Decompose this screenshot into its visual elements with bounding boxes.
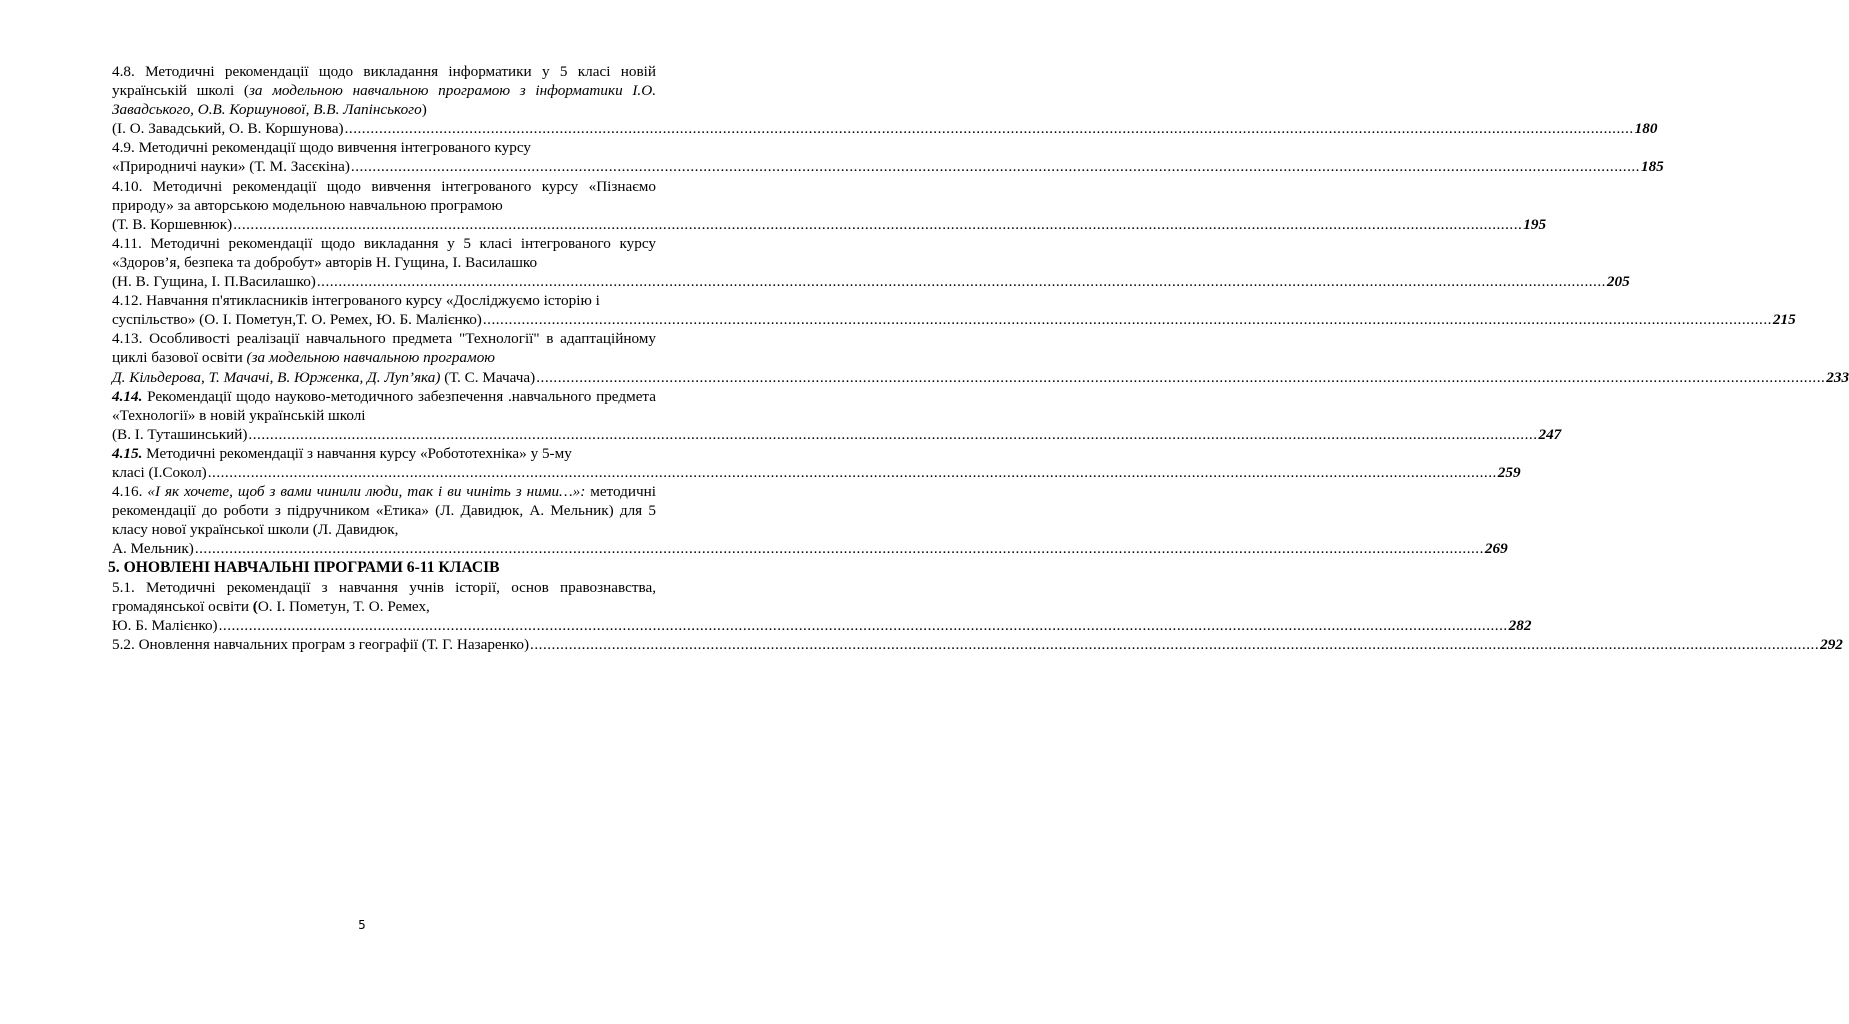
toc-entry-segment: 4.8. Методичні рекомендації щодо викладання інформатики у 5 класі новій українській школі ( <box>112 63 656 100</box>
dot-leader: ............................................................................................................................................................................................................................................................................................................ <box>350 158 1640 176</box>
toc-entry-text <box>112 482 656 539</box>
toc-entry-text <box>112 62 656 119</box>
toc-entry-segment: 4.16. <box>112 483 148 501</box>
toc-page-number: 247 <box>1538 425 1562 443</box>
toc-entry[interactable] <box>112 444 1521 482</box>
toc-entry-segment: 4.11. Методичні рекомендації щодо викладання у 5 класі інтегрованого курсу «Здоров’я, безпека та добробут» авторів Н. Гущина, І. Василашко <box>112 234 656 271</box>
toc-entry-segment: Д. Кільдерова, Т. Мачачі, В. Юрженка, Д. Луп’яка) <box>112 368 441 386</box>
toc-entry-last-line <box>112 539 1508 558</box>
toc-entry-text <box>112 234 656 272</box>
toc-entry-last-text: класі (І.Сокол) <box>112 463 207 481</box>
toc-entry-segment: методичні рекомендації до роботи з підручником «Етика» (Л. Давидюк, А. Мельник) для 5 класу нової української школи (Л. Давидюк, <box>112 483 656 539</box>
toc-entry-segment: Рекомендації щодо науково-методичного забезпечення .навчального предмета «Технології» в новій українській школі <box>112 387 656 424</box>
toc-page-number: 195 <box>1523 215 1547 233</box>
dot-leader: ............................................................................................................................................................................................................................................................................................................ <box>530 636 1820 654</box>
dot-leader: ............................................................................................................................................................................................................................................................................................................ <box>536 368 1826 386</box>
toc-entry-last-text: суспільство» (О. І. Пометун,Т. О. Ремех, Ю. Б. Малієнко) <box>112 311 482 329</box>
toc-entry-last-text: «Природничі науки» (Т. М. Засєкіна) <box>112 158 350 176</box>
toc-entry-last-text: (Н. В. Гущина, І. П.Василашко) <box>112 273 316 291</box>
toc-entry[interactable] <box>112 482 1508 558</box>
toc-entry-segment: ( <box>252 598 258 616</box>
section-heading: 5. ОНОВЛЕНІ НАВЧАЛЬНІ ПРОГРАМИ 6-11 КЛАСІВ <box>108 559 500 577</box>
toc-entry-segment: 4.12. Навчання п'ятикласників інтегрованого курсу «Досліджуємо історію і <box>112 292 600 310</box>
toc-entry[interactable] <box>112 329 1849 386</box>
toc-entry-last-text <box>112 368 535 387</box>
toc-page-number: 205 <box>1606 273 1630 291</box>
toc-entry-segment: Методичні рекомендації з навчання курсу «Робототехніка» у 5-му <box>142 444 572 462</box>
toc-page-number: 259 <box>1497 463 1521 481</box>
toc-entry-segment: «І як хочете, щоб з вами чинили люди, так і ви чиніть з ними…»: <box>147 483 586 501</box>
toc-entry-text <box>112 387 656 425</box>
toc-entry-text <box>112 291 656 310</box>
toc-entry-segment: 4.13. Особливості реалізації навчального предмета "Технології" в адаптаційному циклі базової освіти <box>112 330 656 367</box>
dot-leader: ............................................................................................................................................................................................................................................................................................................ <box>233 215 1523 233</box>
toc-entry-text <box>112 444 656 463</box>
toc-entry-last-line <box>112 119 1658 138</box>
toc-entry-last-line <box>112 616 1532 635</box>
toc-entry-last-line <box>112 635 1843 654</box>
toc-page-number: 215 <box>1772 311 1796 329</box>
toc-entry-segment: 5.1. Методичні рекомендації з навчання учнів історії, основ правознавства, громадянської освіти <box>112 578 656 616</box>
toc-entry-last-text: Ю. Б. Малієнко) <box>112 617 218 635</box>
toc-entry-last-line <box>112 463 1521 482</box>
toc-entry-last-line <box>112 272 1630 291</box>
toc-entry-last-line <box>112 310 1796 329</box>
toc-entry-text <box>112 329 656 367</box>
toc-section-5-entries <box>112 578 1843 654</box>
toc-page-number: 282 <box>1508 617 1532 635</box>
toc-entry-segment: 4.14. <box>112 387 143 405</box>
toc-entry-segment: (за модельною навчальною програмою <box>246 349 496 367</box>
toc-entry-last-text: 5.2. Оновлення навчальних програм з географії (Т. Г. Назаренко) <box>112 636 530 654</box>
toc-entry-text <box>112 138 656 157</box>
toc-entry-segment: ) <box>421 101 427 119</box>
table-of-contents <box>108 62 1849 654</box>
toc-entry-segment: (Т. С. Мачача) <box>440 368 536 386</box>
toc-entry-text <box>112 578 656 616</box>
toc-entry-segment: 4.15. <box>112 444 143 462</box>
toc-entry-last-line <box>112 215 1547 234</box>
dot-leader: ............................................................................................................................................................................................................................................................................................................ <box>207 463 1497 481</box>
toc-entry[interactable] <box>112 62 1658 138</box>
toc-page-number: 233 <box>1826 368 1849 386</box>
toc-entry-last-line <box>112 157 1664 176</box>
toc-entry-last-text: (Т. В. Коршевнюк) <box>112 215 233 233</box>
toc-entry-segment: за модельною навчальною програмою з інформатики І.О. Завадського, О.В. Коршунової, В.В. Лапінського <box>112 82 656 119</box>
dot-leader: ............................................................................................................................................................................................................................................................................................................ <box>482 311 1772 329</box>
toc-page-number: 269 <box>1484 540 1508 558</box>
toc-entry-segment: 4.9. Методичні рекомендації щодо вивчення інтегрованого курсу <box>112 139 531 157</box>
toc-page-number: 180 <box>1634 120 1658 138</box>
toc-entry-segment: О. І. Пометун, Т. О. Ремех, <box>257 598 430 616</box>
toc-entry-last-line <box>112 425 1562 444</box>
toc-entry-last-line <box>112 368 1849 387</box>
dot-leader: ............................................................................................................................................................................................................................................................................................................ <box>218 617 1508 635</box>
toc-entry[interactable] <box>112 177 1547 234</box>
toc-page-number: 185 <box>1640 158 1664 176</box>
toc-entry[interactable] <box>112 234 1630 291</box>
toc-entry[interactable] <box>112 138 1664 176</box>
toc-page-number: 292 <box>1820 636 1843 654</box>
toc-entry[interactable] <box>112 578 1532 635</box>
toc-entry-last-text: (В. І. Туташинський) <box>112 425 248 443</box>
dot-leader: ............................................................................................................................................................................................................................................................................................................ <box>248 425 1538 443</box>
toc-entry-last-text: (І. О. Завадський, О. В. Коршунова) <box>112 120 344 138</box>
toc-entry-text <box>112 177 656 215</box>
toc-entry[interactable] <box>112 387 1562 444</box>
toc-entry-last-text: А. Мельник) <box>112 540 194 558</box>
page-number: 5 <box>358 918 366 932</box>
toc-entry-segment: 4.10. Методичні рекомендації щодо вивчення інтегрованого курсу «Пізнаємо природу» за авторською модельною навчальною програмою <box>112 177 656 214</box>
dot-leader: ............................................................................................................................................................................................................................................................................................................ <box>194 540 1484 558</box>
toc-entry[interactable] <box>112 291 1796 329</box>
dot-leader: ............................................................................................................................................................................................................................................................................................................ <box>344 120 1634 138</box>
toc-section-4-entries <box>112 62 1849 558</box>
dot-leader: ............................................................................................................................................................................................................................................................................................................ <box>316 273 1606 291</box>
toc-entry[interactable] <box>112 635 1843 654</box>
